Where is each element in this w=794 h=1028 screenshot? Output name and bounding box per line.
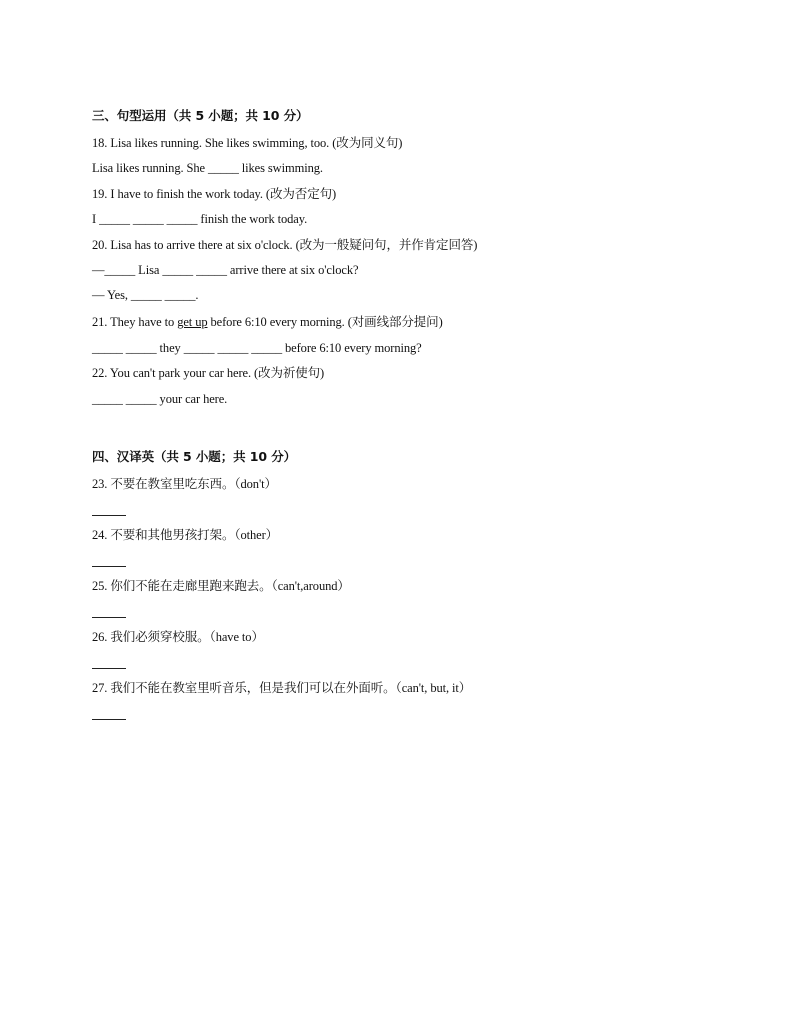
q23-prompt: 23. 不要在教室里吃东西。（don't） xyxy=(92,477,277,491)
q21-prompt-before: 21. They have to xyxy=(92,315,178,329)
q27-prompt: 27. 我们不能在教室里听音乐，但是我们可以在外面听。（can't, but, it） xyxy=(92,681,472,695)
q24-answer-blank xyxy=(92,566,126,567)
q21-prompt-after: before 6:10 every morning. (对画线部分提问) xyxy=(207,315,443,329)
q20-answer-line-2: — Yes, _____ _____. xyxy=(92,288,199,302)
q21-underlined-phrase: get up xyxy=(177,315,208,329)
section3-heading: 三、句型运用（共 5 小题；共 10 分） xyxy=(92,108,309,123)
q18-prompt: 18. Lisa likes running. She likes swimming, too. (改为同义句) xyxy=(92,136,403,150)
q20-prompt: 20. Lisa has to arrive there at six o'clock. (改为一般疑问句，并作肯定回答) xyxy=(92,238,478,252)
q19-prompt: 19. I have to finish the work today. (改为否定句) xyxy=(92,187,337,201)
q21-answer-line: _____ _____ they _____ _____ _____ before 6:10 every morning? xyxy=(92,341,422,355)
q19-answer-line: I _____ _____ _____ finish the work today. xyxy=(92,212,308,226)
q23-answer-blank xyxy=(92,515,126,516)
q24-prompt: 24. 不要和其他男孩打架。（other） xyxy=(92,528,279,542)
q22-answer-line: _____ _____ your car here. xyxy=(92,392,228,406)
q22-prompt: 22. You can't park your car here. (改为祈使句) xyxy=(92,366,325,380)
q21-prompt xyxy=(92,314,443,330)
q18-answer-line: Lisa likes running. She _____ likes swimming. xyxy=(92,161,323,175)
q25-prompt: 25. 你们不能在走廊里跑来跑去。（can't,around） xyxy=(92,579,350,593)
q26-prompt: 26. 我们必须穿校服。（have to） xyxy=(92,630,264,644)
q20-answer-line-1: —_____ Lisa _____ _____ arrive there at six o'clock? xyxy=(92,263,359,277)
q27-answer-blank xyxy=(92,719,126,720)
section4-heading: 四、汉译英（共 5 小题；共 10 分） xyxy=(92,449,297,464)
worksheet-page xyxy=(92,0,732,1028)
q25-answer-blank xyxy=(92,617,126,618)
q26-answer-blank xyxy=(92,668,126,669)
